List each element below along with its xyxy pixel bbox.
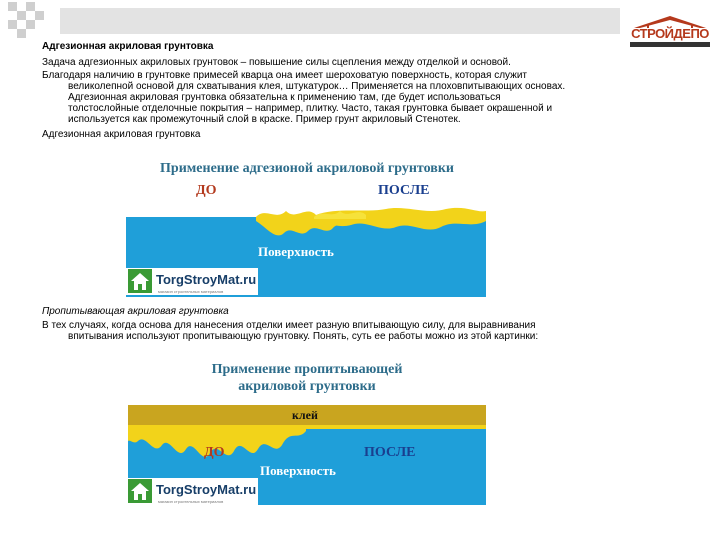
logo-underline [630,42,710,47]
figure1-after-label: ПОСЛЕ [378,183,430,198]
section2-heading: Пропитывающая акриловая грунтовка [42,306,229,317]
section1-caption: Адгезионная акриловая грунтовка [42,129,201,140]
figure1-brand-name: TorgStroyMat.ru [156,272,257,287]
section1-para-line: используется как промежуточный слой в краске. Пример грунт акриловый Стенотек. [68,114,461,125]
figure1-title: Применение адгезионой акриловой грунтовки [160,161,454,176]
logo-wordmark: СТРОЙДЕПО [631,26,709,41]
figure2-surface-label: Поверхность [260,463,336,478]
section1-line1: Задача адгезионных акриловых грунтовок – повышение силы сцепления между отделкой и основой. [42,57,511,68]
figure1-surface-label: Поверхность [258,244,334,259]
header-bar [60,8,620,34]
section1-para-line: Адгезионная акриловая грунтовка обязательна к применению там, где будет использоваться [68,92,501,103]
section1-para-line: Благодаря наличию в грунтовке примесей кварца она имеет шероховатую поверхность, которая служит [42,70,527,81]
figure2-brand-name: TorgStroyMat.ru [156,482,257,497]
figure2-before-label: ДО [204,445,225,460]
section2-line1: В тех случаях, когда основа для нанесения отделки имеет разную впитывающую силу, для выравнивания [42,320,536,331]
figure2-title-line2: акриловой грунтовки [238,379,376,394]
house-icon [128,479,152,503]
figure2-glue-label: клей [292,408,318,422]
section1-para-line: толстослойные отделочные покрытия – например, плитку. Часто, такая грунтовка бывает окрашенной и [68,103,553,114]
figure2-title-line1: Применение пропитывающей [211,362,403,377]
figure1-before-label: ДО [196,183,217,198]
figure2-brand-sub: магазин строительных материалов [158,499,224,504]
section1-heading: Адгезионная акриловая грунтовка [42,41,214,52]
section1-paragraph [42,70,682,125]
figure2-after-label: ПОСЛЕ [364,445,416,460]
section1-para-line: великолепной основой для схватывания клея, штукатурок… Применяется на плоховпитывающих основах. [68,81,566,92]
section2-line2: впитывания используют пропитывающую грунтовку. Понять, суть ее работы можно из этой картинки: [68,331,539,342]
figure1-brand-sub: магазин строительных материалов [158,289,224,294]
house-icon [128,269,152,293]
figure2-title [128,361,486,395]
